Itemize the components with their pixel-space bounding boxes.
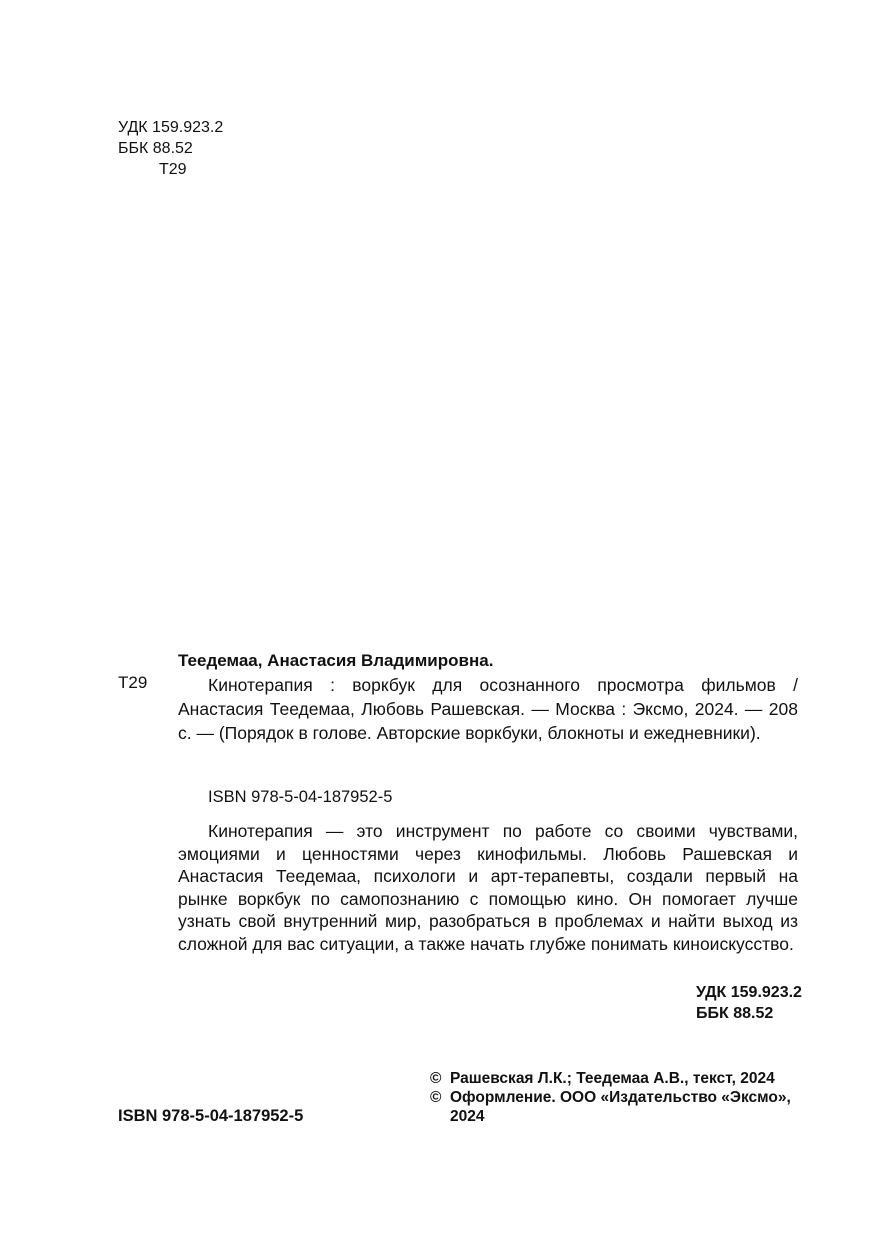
isbn-bottom: ISBN 978-5-04-187952-5 [118,1107,304,1125]
copyright-line-text [430,1069,810,1088]
annotation: Кинотерапия — это инструмент по работе со своими чувствами, эмоциями и ценностями через кинофильмы. Любовь Рашевская и Анастасия Теедемаа, психологи и арт-терапевты, создали первый на рынке воркбук по самопознанию с помощью кино. Он помогает лучше узнать свой внутренний мир, разобраться в проблемах и найти выход из сложной для вас ситуации, а также начать глубже понимать киноискусство. [178,821,798,954]
isbn-record: ISBN 978-5-04-187952-5 [208,788,393,806]
cutter-code-record: Т29 [118,673,148,692]
classification-block-bottom [696,982,802,1024]
copyright-text-design: Оформление. ООО «Издательство «Эксмо», 2024 [450,1089,791,1125]
bbk-code-bottom: ББК 88.52 [696,1005,774,1022]
copyright-block [430,1069,810,1126]
bibliographic-description: Кинотерапия : воркбук для осознанного просмотра фильмов / Анастасия Теедемаа, Любовь Рашевская. — Москва : Эксмо, 2024. — 208 с. — (Порядок в голове. Авторские воркбуки, блокноты и ежедневники). [178,675,798,743]
classification-block-top [118,117,223,180]
copyright-icon: © [430,1070,442,1087]
author-heading: Теедемаа, Анастасия Владимировна. [178,651,494,670]
copyright-line-design [430,1088,810,1126]
udk-code: УДК 159.923.2 [118,119,224,136]
udk-code-bottom: УДК 159.923.2 [696,984,802,1001]
copyright-text-authors: Рашевская Л.К.; Теедемаа А.В., текст, 2024 [450,1070,775,1087]
cutter-code: Т29 [159,161,187,178]
bbk-code: ББК 88.52 [118,140,193,157]
copyright-icon: © [430,1089,442,1106]
